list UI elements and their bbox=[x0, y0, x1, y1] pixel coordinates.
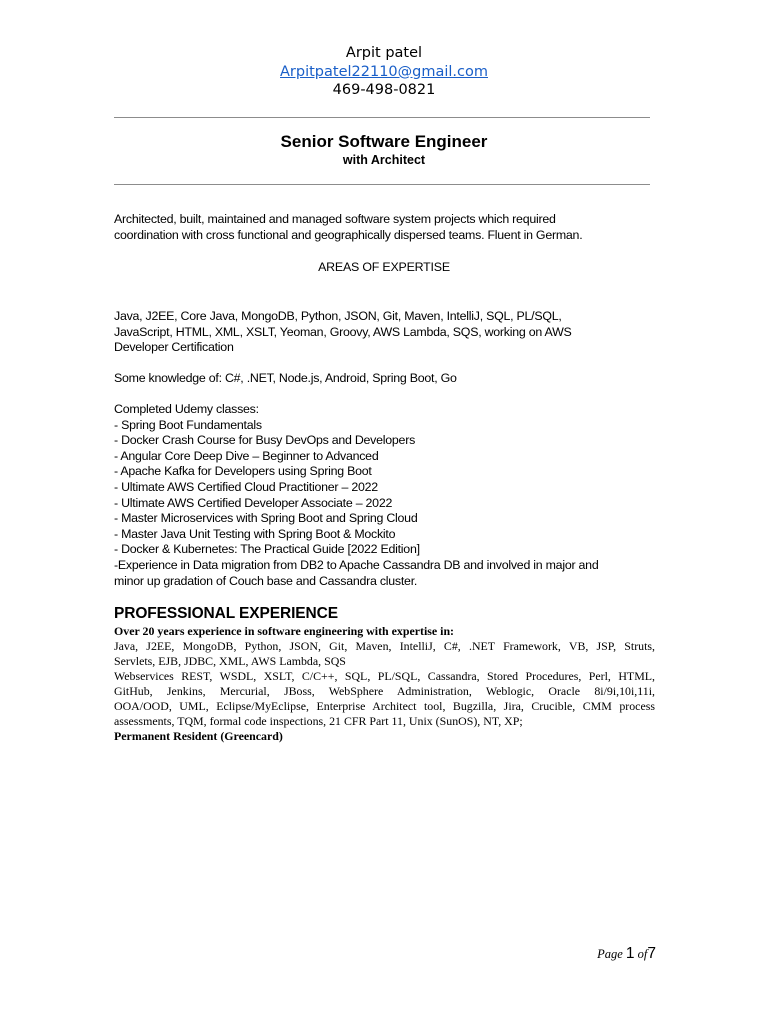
total-pages: 7 bbox=[647, 945, 656, 962]
phone-number: 469-498-0821 bbox=[332, 82, 436, 98]
course-item: minor up gradation of Couch base and Cassandra cluster. bbox=[114, 573, 418, 588]
course-item: - Ultimate AWS Certified Developer Associate – 2022 bbox=[114, 495, 393, 510]
summary-paragraph bbox=[114, 212, 654, 243]
course-item: - Docker & Kubernetes: The Practical Guide [2022 Edition] bbox=[114, 542, 420, 557]
course-item: - Apache Kafka for Developers using Spring Boot bbox=[114, 464, 372, 479]
course-item: - Master Microservices with Spring Boot and Spring Cloud bbox=[114, 511, 418, 526]
summary-line: coordination with cross functional and geographically dispersed teams. Fluent in German. bbox=[114, 227, 583, 242]
course-item: - Angular Core Deep Dive – Beginner to Advanced bbox=[114, 448, 379, 463]
knowledge-line: Some knowledge of: C#, .NET, Node.js, Android, Spring Boot, Go bbox=[114, 371, 457, 385]
course-item: - Ultimate AWS Certified Cloud Practitioner – 2022 bbox=[114, 479, 378, 494]
current-page: 1 bbox=[625, 945, 635, 962]
skills-line: Developer Certification bbox=[114, 340, 234, 355]
experience-line: assessments, TQM, formal code inspections, 21 CFR Part 11, Unix (SunOS), NT, XP; bbox=[114, 714, 523, 728]
page-word: Page bbox=[597, 947, 623, 961]
course-item: - Spring Boot Fundamentals bbox=[114, 417, 262, 432]
bottom-divider bbox=[114, 184, 650, 185]
contact-block bbox=[0, 44, 768, 100]
email-link[interactable]: Arpitpatel22110@gmail.com bbox=[280, 63, 488, 80]
residency-status: Permanent Resident (Greencard) bbox=[114, 729, 283, 743]
courses-list bbox=[114, 402, 654, 589]
skills-line: JavaScript, HTML, XML, XSLT, Yeoman, Groovy, AWS Lambda, SQS, working on AWS bbox=[114, 324, 572, 339]
course-item: -Experience in Data migration from DB2 to Apache Cassandra DB and involved in major and bbox=[114, 557, 599, 572]
top-divider bbox=[114, 117, 650, 118]
experience-intro: Over 20 years experience in software engineering with expertise in: bbox=[114, 624, 455, 638]
experience-heading: PROFESSIONAL EXPERIENCE bbox=[114, 605, 338, 622]
skills-paragraph bbox=[114, 309, 654, 356]
experience-block bbox=[114, 624, 655, 744]
experience-line: Java, J2EE, MongoDB, Python, JSON, Git, Maven, IntelliJ, C#, .NET Framework, VB, JSP, Struts, bbox=[114, 639, 655, 653]
headline-block bbox=[0, 131, 768, 169]
course-item: - Master Java Unit Testing with Spring Boot & Mockito bbox=[114, 526, 396, 541]
page-number bbox=[560, 944, 656, 964]
summary-line: Architected, built, maintained and managed software system projects which required bbox=[114, 212, 556, 226]
experience-line: GitHub, Jenkins, Mercurial, JBoss, WebSphere Administration, Weblogic, Oracle 8i/9i,10i,11i, bbox=[114, 684, 655, 698]
expertise-heading: AREAS OF EXPERTISE bbox=[318, 260, 450, 274]
candidate-name: Arpit patel bbox=[345, 45, 423, 61]
experience-line: OOA/OOD, UML, Eclipse/MyEclipse, Enterprise Architect tool, Bugzilla, Jira, Crucible, CMM process bbox=[114, 699, 655, 713]
experience-line: Servlets, EJB, JDBC, XML, AWS Lambda, SQS bbox=[114, 654, 346, 668]
experience-line: Webservices REST, WSDL, XSLT, C/C++, SQL, PL/SQL, Cassandra, Stored Procedures, Perl, HTML, bbox=[114, 669, 655, 683]
courses-heading: Completed Udemy classes: bbox=[114, 402, 259, 416]
course-item: - Docker Crash Course for Busy DevOps and Developers bbox=[114, 433, 416, 448]
skills-line: Java, J2EE, Core Java, MongoDB, Python, JSON, Git, Maven, IntelliJ, SQL, PL/SQL, bbox=[114, 309, 562, 323]
job-title: Senior Software Engineer bbox=[280, 132, 488, 151]
job-subtitle: with Architect bbox=[342, 153, 426, 167]
of-word: of bbox=[637, 947, 648, 961]
